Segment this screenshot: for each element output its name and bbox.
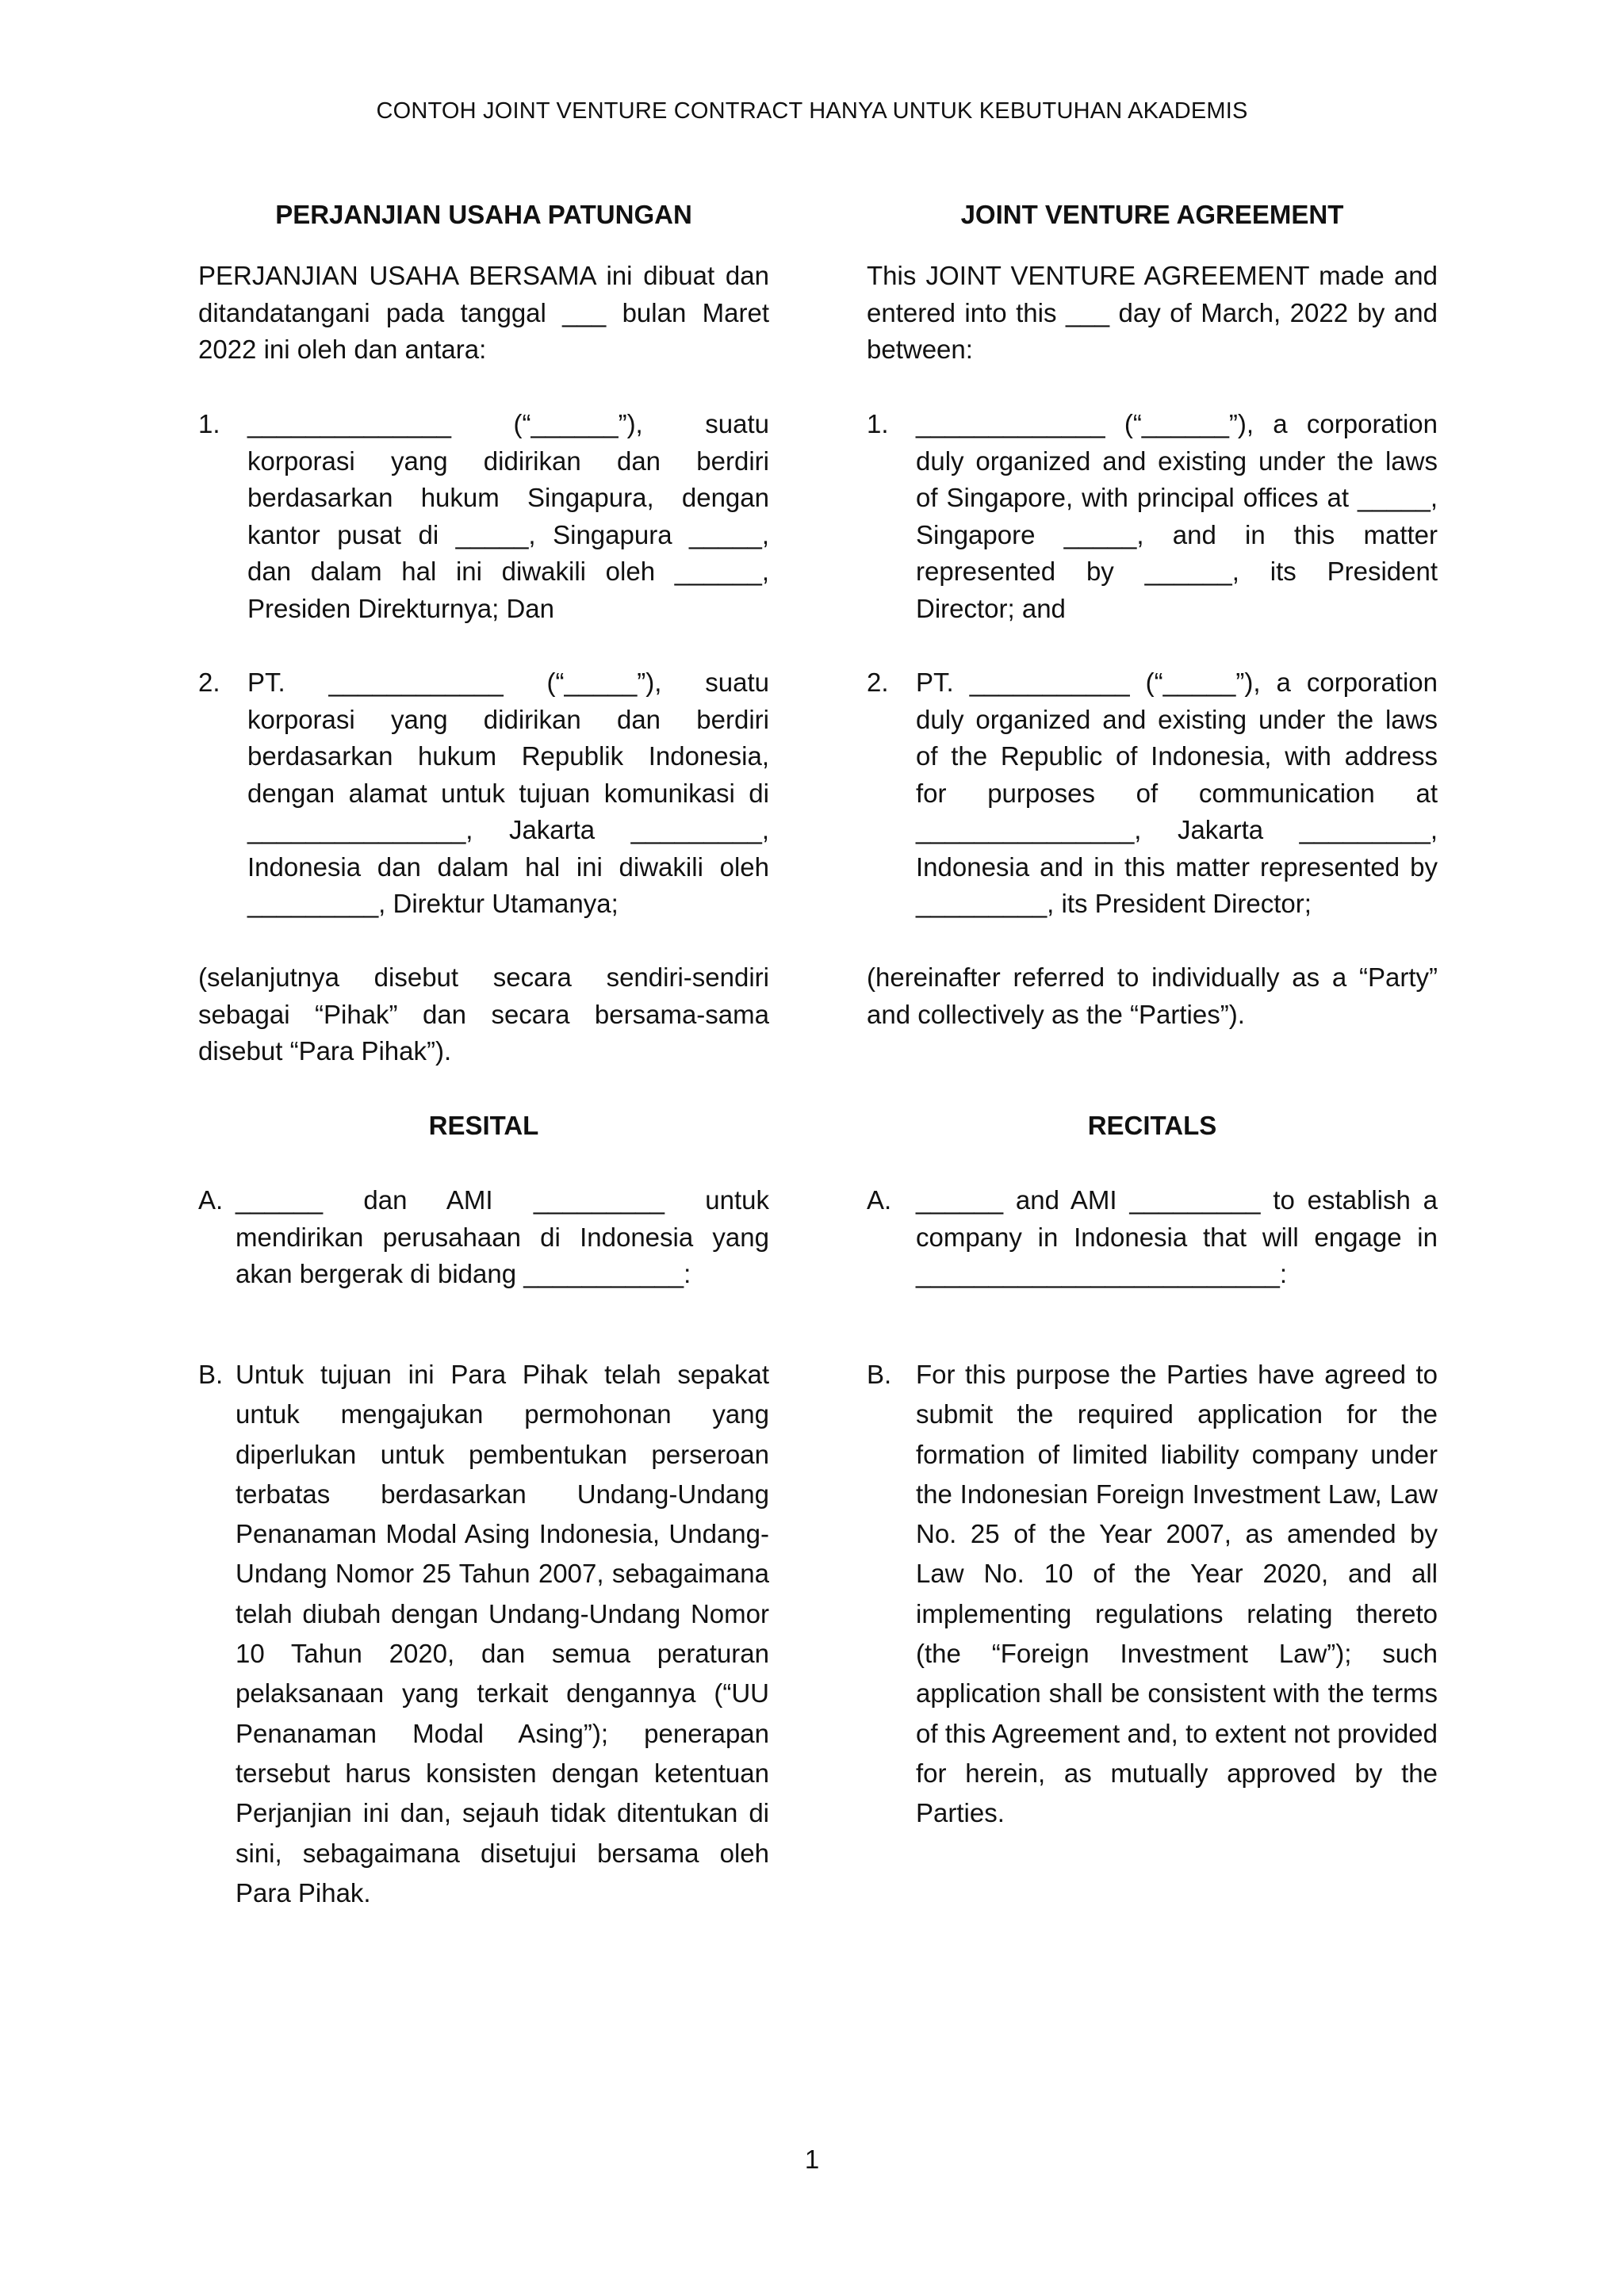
right-recital-a-text: ______ and AMI _________ to establish a company in Indonesia that will engage in _________________________: — [916, 1185, 1438, 1288]
right-party-1-text: _____________ (“______”), a corporation duly organized and existing under the laws of Singapore, with principal offices at _____, Singapore _____, and in this matter represented by ______, its President Director; and — [916, 409, 1438, 623]
left-recitals-title: RESITAL — [428, 1111, 539, 1140]
right-party-1 — [867, 406, 1438, 627]
left-party-1-marker: 1. — [198, 409, 220, 438]
right-recital-b — [867, 1355, 1438, 1834]
left-recital-a — [198, 1182, 769, 1293]
right-party-2-marker: 2. — [867, 668, 889, 697]
right-intro: This JOINT VENTURE AGREEMENT made and entered into this ___ day of March, 2022 by and between: — [867, 261, 1438, 364]
left-party-2-text: PT. ____________ (“_____”), suatu korporasi yang didirikan dan berdiri berdasarkan hukum Republik Indonesia, dengan alamat untuk tujuan komunikasi di _______________, Jakarta _________, Indonesia dan dalam hal ini diwakili oleh _________, Direktur Utamanya; — [247, 668, 769, 918]
right-party-1-marker: 1. — [867, 409, 889, 438]
right-party-2 — [867, 664, 1438, 923]
left-party-2-marker: 2. — [198, 668, 220, 697]
left-party-1-text: ______________ (“______”), suatu korporasi yang didirikan dan berdiri berdasarkan hukum Singapura, dengan kantor pusat di _____, Singapura _____, dan dalam hal ini diwakili oleh ______, Presiden Direkturnya; Dan — [247, 409, 769, 623]
right-recital-b-marker: B. — [867, 1360, 892, 1389]
left-hereinafter: (selanjutnya disebut secara sendiri-sendiri sebagai “Pihak” dan secara bersama-sama disebut “Para Pihak”). — [198, 962, 769, 1066]
right-recital-b-text: For this purpose the Parties have agreed to submit the required application for the formation of limited liability company under the Indonesian Foreign Investment Law, Law No. 25 of the Year 2007, as amended by Law No. 10 of the Year 2020, and all implementing regulations relating thereto (the “Foreign Investment Law”); such application shall be consistent with the terms of this Agreement and, to extent not provided for herein, as mutually approved by the Parties. — [916, 1360, 1438, 1828]
right-title: JOINT VENTURE AGREEMENT — [960, 200, 1344, 229]
left-party-1 — [198, 406, 769, 627]
left-recital-b — [198, 1355, 769, 1913]
page-number: 1 — [804, 2145, 820, 2174]
left-recital-a-text: ______ dan AMI _________ untuk mendirikan perusahaan di Indonesia yang akan bergerak di bidang ___________: — [236, 1185, 769, 1288]
left-title: PERJANJIAN USAHA PATUNGAN — [275, 200, 692, 229]
right-party-2-text: PT. ___________ (“_____”), a corporation duly organized and existing under the laws of the Republic of Indonesia, with address for purposes of communication at _______________, Jakarta _________, Indonesia and in this matter represented by _________, its President Director; — [916, 668, 1438, 918]
left-party-2 — [198, 664, 769, 923]
left-intro: PERJANJIAN USAHA BERSAMA ini dibuat dan ditandatangani pada tanggal ___ bulan Maret 2022 ini oleh dan antara: — [198, 261, 769, 364]
page-header: CONTOH JOINT VENTURE CONTRACT HANYA UNTUK KEBUTUHAN AKADEMIS — [376, 98, 1248, 124]
right-hereinafter: (hereinafter referred to individually as a “Party” and collectively as the “Parties”). — [867, 962, 1438, 1029]
left-recital-b-marker: B. — [198, 1360, 224, 1389]
right-recitals-title: RECITALS — [1087, 1111, 1217, 1140]
left-recital-a-marker: A. — [198, 1185, 224, 1215]
right-recital-a-marker: A. — [867, 1185, 892, 1215]
right-recital-a — [867, 1182, 1438, 1293]
left-recital-b-text: Untuk tujuan ini Para Pihak telah sepakat untuk mengajukan permohonan yang diperlukan untuk pembentukan perseroan terbatas berdasarkan Undang-Undang Penanaman Modal Asing Indonesia, Undang-Undang Nomor 25 Tahun 2007, sebagaimana telah diubah dengan Undang-Undang Nomor 10 Tahun 2020, dan semua peraturan pelaksanaan yang terkait dengannya (“UU Penanaman Modal Asing”); penerapan tersebut harus konsisten dengan ketentuan Perjanjian ini dan, sejauh tidak ditentukan di sini, sebagaimana disetujui bersama oleh Para Pihak. — [236, 1360, 769, 1908]
